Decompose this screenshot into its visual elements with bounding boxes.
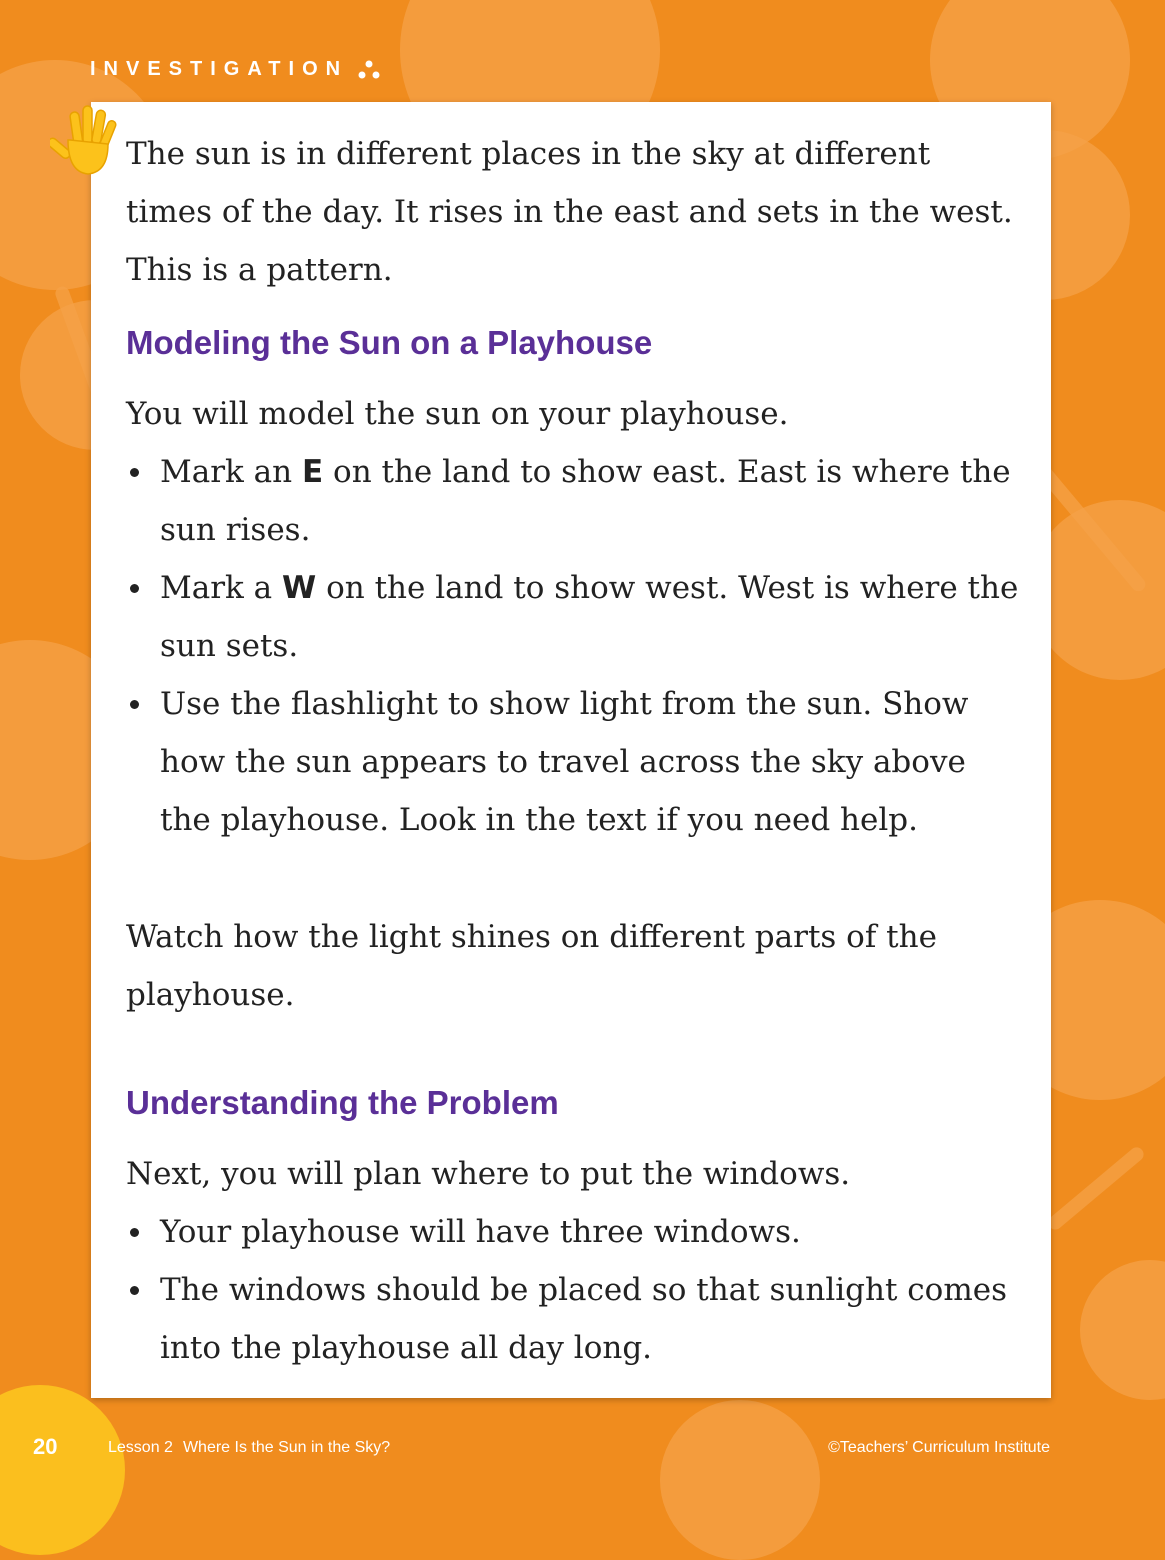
section2-bullet-list: [126, 1203, 1021, 1377]
section2-lead: Next, you will plan where to put the windows.: [126, 1156, 851, 1192]
intro-paragraph: The sun is in different places in the sky at different times of the day. It rises in the east and sets in the west. This is a pattern.: [126, 136, 1013, 288]
page-number-badge: [0, 1385, 125, 1555]
section1-bullet-list: [126, 443, 1021, 849]
section-heading-problem: Understanding the Problem: [126, 1084, 559, 1121]
section1-closing: Watch how the light shines on different parts of the playhouse.: [126, 919, 937, 1013]
background-circle: [660, 1400, 820, 1560]
raised-hand-icon: [50, 100, 122, 180]
footer-lesson: [108, 1439, 390, 1457]
section-heading-modeling: Modeling the Sun on a Playhouse: [126, 324, 653, 361]
three-dots-icon: [358, 60, 380, 80]
east-mark: E: [301, 454, 324, 490]
list-item: The windows should be placed so that sunlight comes into the playhouse all day long.: [126, 1261, 1021, 1377]
west-mark: W: [282, 570, 317, 606]
section1-lead: You will model the sun on your playhouse.: [126, 396, 789, 432]
content-card: [91, 102, 1051, 1398]
background-line: [1046, 1145, 1147, 1233]
page-number: 20: [33, 1434, 58, 1459]
lesson-title: Where Is the Sun in the Sky?: [182, 1439, 391, 1456]
list-item: Mark a W on the land to show west. West is where the sun sets.: [126, 559, 1021, 675]
lesson-number: Lesson 2: [108, 1439, 173, 1456]
list-item: Use the flashlight to show light from the sun. Show how the sun appears to travel across the sky above the playhouse. Look in the text if you need help.: [126, 675, 1021, 849]
background-circle: [1080, 1260, 1165, 1400]
list-item: Mark an E on the land to show east. East is where the sun rises.: [126, 443, 1021, 559]
section-label: INVESTIGATION: [90, 58, 349, 80]
list-item: Your playhouse will have three windows.: [126, 1203, 1021, 1261]
copyright-text: ©Teachers’ Curriculum Institute: [828, 1439, 1050, 1456]
